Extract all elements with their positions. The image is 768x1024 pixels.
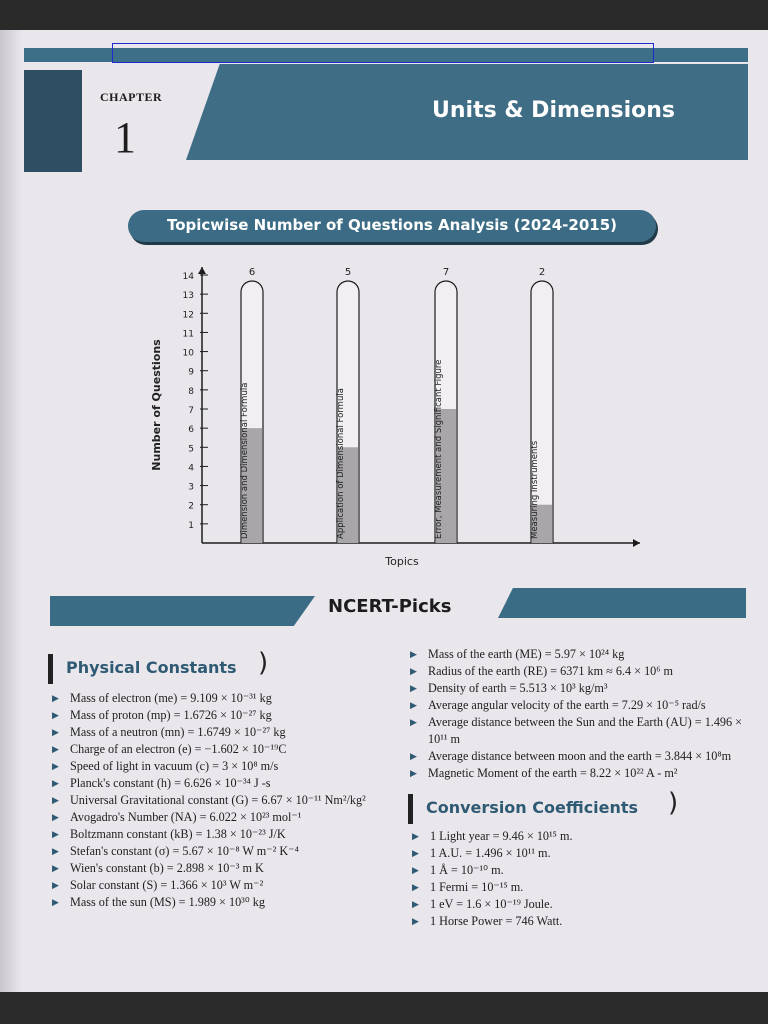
conversion-list: [412, 828, 573, 930]
y-tick-label: 5: [188, 444, 194, 455]
section-bar: [48, 654, 53, 684]
chapter-number: 1: [114, 113, 136, 162]
list-item: ▶ Avogadro's Number (NA) = 6.022 × 10²³ mol⁻¹: [52, 809, 366, 826]
list-item: ▶ Charge of an electron (e) = −1.602 × 10⁻¹⁹C: [52, 741, 366, 758]
list-item: ▶ Wien's constant (b) = 2.898 × 10⁻³ m K: [52, 860, 366, 877]
list-item: ▶ Magnetic Moment of the earth = 8.22 × 10²² A - m²: [410, 765, 758, 782]
list-item: ▶ Mass of electron (me) = 9.109 × 10⁻³¹ kg: [52, 690, 366, 707]
analysis-title: Topicwise Number of Questions Analysis (2024-2015): [166, 216, 618, 234]
y-tick-label: 1: [188, 520, 194, 531]
list-item: ▶ 1 eV = 1.6 × 10⁻¹⁹ Joule.: [412, 896, 573, 913]
list-item: ▶ Speed of light in vacuum (c) = 3 × 10⁸ m/s: [52, 758, 366, 775]
list-item: ▶ Average distance between moon and the earth = 3.844 × 10⁸m: [410, 748, 758, 765]
list-item: ▶ Radius of the earth (RE) = 6371 km ≈ 6.4 × 10⁶ m: [410, 663, 758, 680]
list-item: ▶ Universal Gravitational constant (G) = 6.67 × 10⁻¹¹ Nm²/kg²: [52, 792, 366, 809]
top-dark-edge: [0, 0, 768, 32]
list-item: ▶ Average angular velocity of the earth = 7.29 × 10⁻⁵ rad/s: [410, 697, 758, 714]
y-tick-label: 14: [182, 272, 194, 282]
y-axis-label: Number of Questions: [150, 339, 163, 471]
section-bar: [408, 794, 413, 824]
ncert-band-right: [498, 588, 746, 618]
y-tick-label: 10: [182, 348, 194, 359]
x-axis-arrow: [633, 539, 640, 547]
list-item: ▶ 1 A.U. = 1.496 × 10¹¹ m.: [412, 845, 573, 862]
chapter-tab: [24, 70, 82, 172]
list-item: ▶ Mass of the sun (MS) = 1.989 × 10³⁰ kg: [52, 894, 366, 911]
page-binding-shadow: [0, 30, 22, 992]
y-tick-label: 4: [188, 463, 194, 474]
y-tick-label: 13: [182, 291, 194, 302]
physical-constants-list: [52, 690, 366, 911]
value-label: 5: [344, 267, 352, 278]
list-item: ▶ Density of earth = 5.513 × 10³ kg/m³: [410, 680, 758, 697]
value-label: 6: [248, 267, 256, 278]
list-item: ▶ Planck's constant (h) = 6.626 × 10⁻³⁴ J -s: [52, 775, 366, 792]
selection-box: [112, 43, 654, 63]
earth-constants-list: [410, 646, 758, 782]
question-analysis-chart: [140, 255, 660, 575]
list-item: ▶ 1 Å = 10⁻¹⁰ m.: [412, 862, 573, 879]
list-item: ▶ 1 Light year = 9.46 × 10¹⁵ m.: [412, 828, 573, 845]
y-tick-label: 2: [188, 501, 194, 512]
category-label: Application of Dimensional Formula: [336, 388, 346, 539]
y-tick-label: 6: [188, 425, 194, 436]
y-tick-label: 7: [188, 406, 194, 416]
y-tick-label: 3: [188, 482, 194, 493]
chapter-label: CHAPTER: [100, 90, 163, 104]
list-item: ▶ Boltzmann constant (kB) = 1.38 × 10⁻²³ J/K: [52, 826, 366, 843]
list-item: ▶ Solar constant (S) = 1.366 × 10³ W m⁻²: [52, 877, 366, 894]
y-tick-label: 11: [182, 329, 194, 340]
physical-constants-heading: Physical Constants: [66, 658, 237, 677]
y-tick-label: 9: [188, 367, 194, 378]
list-item: ▶ 1 Fermi = 10⁻¹⁵ m.: [412, 879, 573, 896]
chart-svg: [140, 255, 660, 575]
list-item: ▶ 1 Horse Power = 746 Watt.: [412, 913, 573, 930]
ncert-title: NCERT-Picks: [328, 596, 452, 617]
category-label: Measuring Instruments: [530, 440, 540, 539]
category-label: Dimension and Dimensional Formula: [240, 382, 250, 539]
value-label: 7: [442, 267, 450, 278]
conversion-heading: Conversion Coefficients: [426, 798, 639, 817]
ncert-band-left: [50, 596, 315, 626]
x-axis-label: Topics: [385, 555, 419, 568]
bottom-dark-edge: [0, 992, 768, 1024]
section-brace: ): [668, 788, 679, 818]
y-tick-label: 8: [188, 386, 194, 397]
list-item: ▶ Mass of the earth (ME) = 5.97 × 10²⁴ kg: [410, 646, 758, 663]
y-tick-label: 12: [182, 310, 194, 321]
list-item: ▶ Stefan's constant (σ) = 5.67 × 10⁻⁸ W m⁻² K⁻⁴: [52, 843, 366, 860]
y-axis-arrow: [198, 267, 206, 274]
category-label: Error, Measurement and Significant Figure: [434, 359, 444, 539]
section-brace: ): [258, 648, 269, 678]
list-item: ▶ Average distance between the Sun and the Earth (AU) = 1.496 × 10¹¹ m: [410, 714, 758, 748]
analysis-title-pill: [128, 210, 656, 242]
list-item: ▶ Mass of proton (mp) = 1.6726 × 10⁻²⁷ kg: [52, 707, 366, 724]
list-item: ▶ Mass of a neutron (mn) = 1.6749 × 10⁻²⁷ kg: [52, 724, 366, 741]
value-label: 2: [538, 267, 546, 278]
chapter-title: Units & Dimensions: [432, 98, 675, 123]
